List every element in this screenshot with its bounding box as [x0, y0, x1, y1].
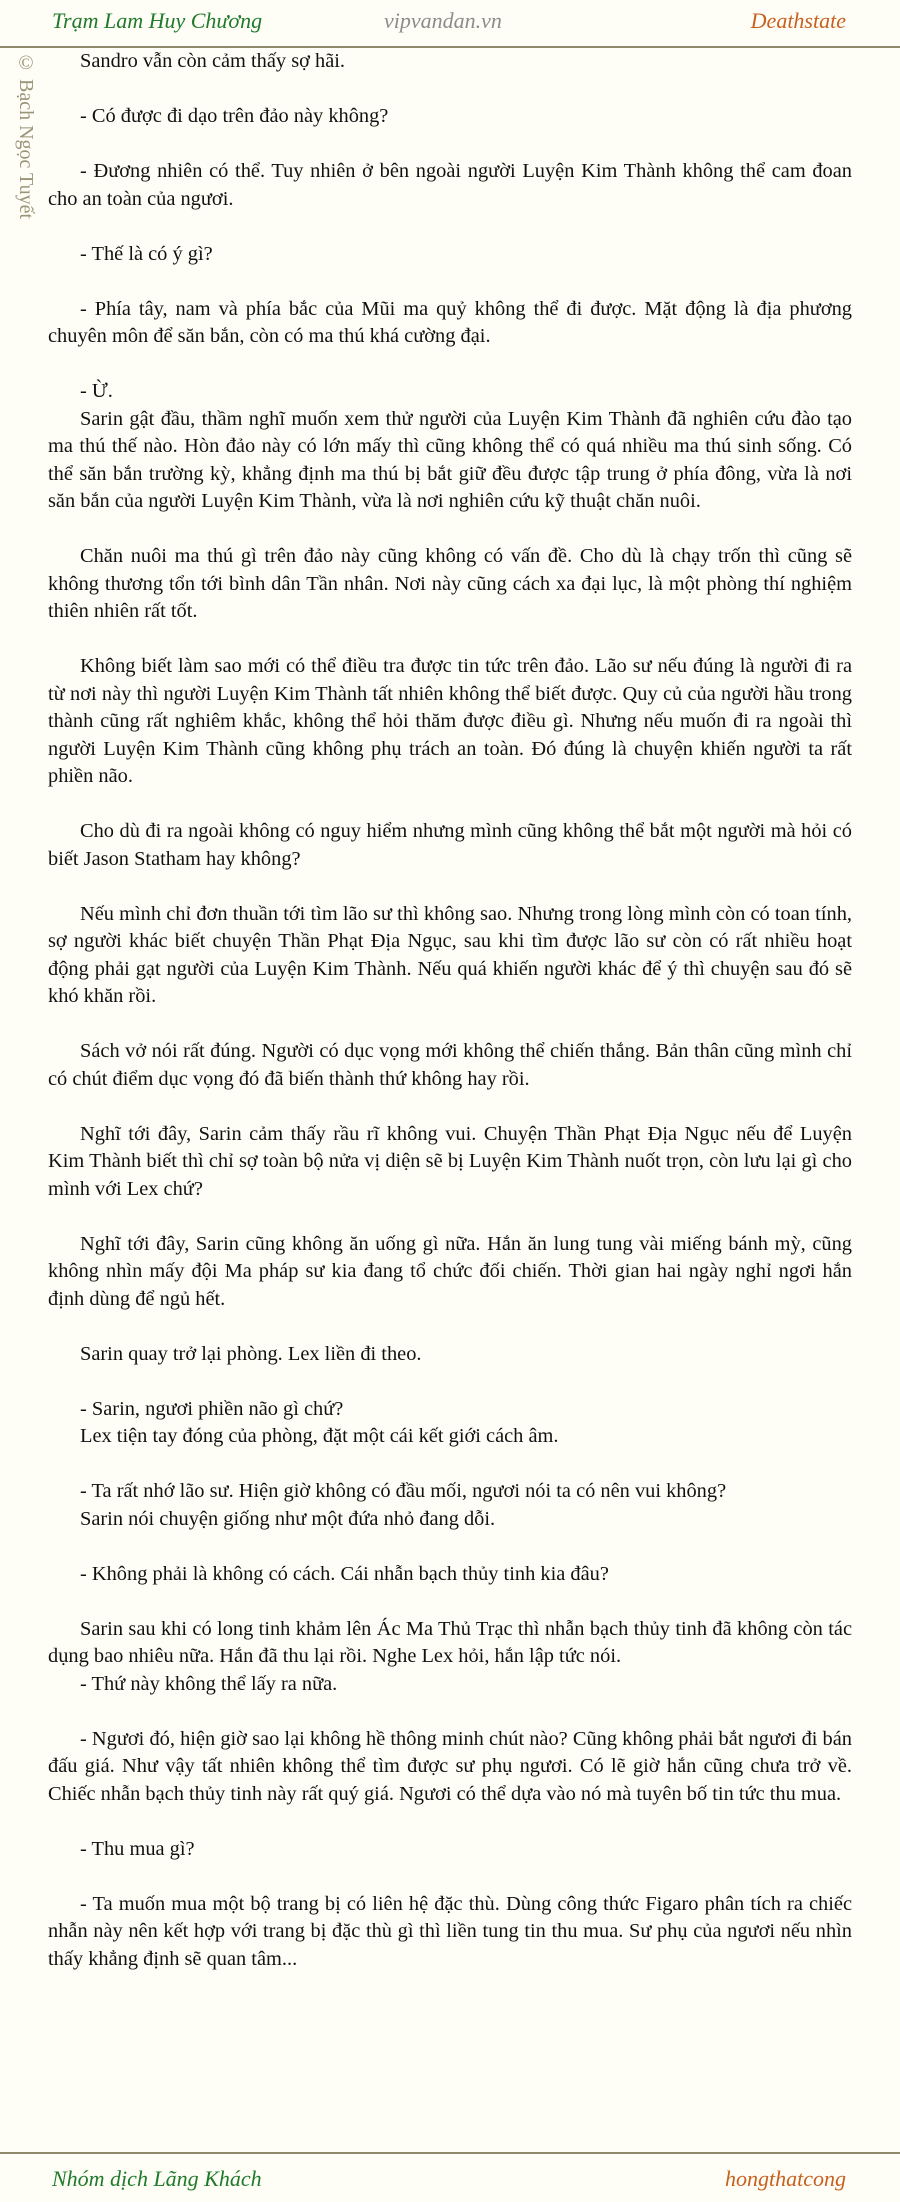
page-footer	[0, 2152, 900, 2202]
chapter-body	[48, 48, 852, 2001]
paragraph-21: - Thu mua gì?	[80, 1837, 195, 1860]
paragraph-13: Nghĩ tới đây, Sarin cũng không ăn uống gì nữa. Hắn ăn lung tung vài miếng bánh mỳ, cũng không nhìn mấy đội Ma pháp sư kia đang tổ chức đối chiến. Thời gian hai ngày nghỉ ngơi hắn định dùng để ngủ hết.	[48, 1232, 852, 1310]
watermark-text: © Bạch Ngọc Tuyết	[15, 52, 37, 219]
header-site-name: vipvandan.vn	[384, 8, 502, 33]
paragraph-1: Sandro vẫn còn cảm thấy sợ hãi.	[80, 50, 346, 72]
paragraph-20: - Ngươi đó, hiện giờ sao lại không hề thông minh chút nào? Cũng không phải bắt ngươi đi bán đấu giá. Như vậy tất nhiên không thể tìm được sư phụ ngươi. Có lẽ giờ hắn cũng chưa trở về. Chiếc nhẫn bạch thủy tinh này rất quý giá. Ngươi có thể dựa vào nó mà tuyên bố tin tức thu mua.	[48, 1727, 852, 1805]
paragraph-12: Nghĩ tới đây, Sarin cảm thấy rầu rĩ không vui. Chuyện Thần Phạt Địa Ngục nếu để Luyện Kim Thành biết thì chỉ sợ toàn bộ nửa vị diện sẽ bị Luyện Kim Thành nuốt trọn, còn lưu lại gì cho mình với Lex chứ?	[48, 1122, 852, 1200]
footer-group-name: Nhóm dịch Lãng Khách	[52, 2166, 262, 2191]
paragraph-10: Nếu mình chỉ đơn thuần tới tìm lão sư thì không sao. Nhưng trong lòng mình còn có toan tính, sợ người khác biết chuyện Thần Phạt Địa Ngục, sau khi tìm được lão sư còn có rất nhiều hoạt động phải gạt người của Luyện Kim Thành. Nếu quá khiến người khác để ý thì chuyện sau đó sẽ khó khăn rồi.	[48, 902, 852, 1007]
footer-site-name: hongthatcong	[725, 2166, 846, 2191]
paragraph-2: - Có được đi dạo trên đảo này không?	[80, 105, 389, 127]
paragraph-7: Chăn nuôi ma thú gì trên đảo này cũng không có vấn đề. Cho dù là chạy trốn thì cũng sẽ không thương tổn tới bình dân Tần nhân. Nơi này cũng cách xa đại lục, là một phòng thí nghiệm thiên nhiên rất tốt.	[48, 545, 852, 622]
side-watermark	[8, 52, 44, 252]
paragraph-6b: Sarin gật đầu, thầm nghĩ muốn xem thử người của Luyện Kim Thành đã nghiên cứu đào tạo ma thú thế nào. Hòn đảo này có lớn mấy thì cũng không thể có quá nhiều ma thú sinh sống. Có thể săn bắn trường kỳ, khẳng định ma thú bị bắt giữ đều được tập trung ở phía đông, vừa là nơi săn bắn của người Luyện Kim Thành, vừa là nơi nghiên cứu kỹ thuật chăn nuôi.	[48, 407, 852, 512]
paragraph-16a: - Ta rất nhớ lão sư. Hiện giờ không có đầu mối, ngươi nói ta có nên vui không?	[80, 1480, 727, 1502]
paragraph-4: - Thế là có ý gì?	[80, 242, 213, 265]
paragraph-14: Sarin quay trở lại phòng. Lex liền đi theo.	[80, 1342, 422, 1365]
paragraph-8: Không biết làm sao mới có thể điều tra được tin tức trên đảo. Lão sư nếu đúng là người đi ra từ nơi này thì người Luyện Kim Thành tất nhiên không thể biết được. Quy củ của người hầu trong thành cũng rất nghiêm khắc, không thể hỏi thăm được điều gì. Nhưng nếu muốn đi ra ngoài thì người Luyện Kim Thành cũng không phụ trách an toàn. Đó đúng là chuyện khiến người ta rất phiền não.	[48, 655, 852, 787]
paragraph-17: - Không phải là không có cách. Cái nhẫn bạch thủy tinh kia đâu?	[80, 1562, 609, 1585]
paragraph-22: - Ta muốn mua một bộ trang bị có liên hệ đặc thù. Dùng công thức Figaro phân tích ra chiếc nhẫn này nên kết hợp với trang bị đặc thù gì thì liền tung tin thu mua. Sư phụ của ngươi nếu nhìn thấy khẳng định sẽ quan tâm...	[48, 1892, 852, 1970]
paragraph-5: - Phía tây, nam và phía bắc của Mũi ma quỷ không thể đi được. Mặt động là địa phương chuyên môn để săn bắn, còn có ma thú khá cường đại.	[48, 297, 852, 347]
paragraph-15b: Lex tiện tay đóng của phòng, đặt một cái kết giới cách âm.	[80, 1425, 559, 1447]
paragraph-9: Cho dù đi ra ngoài không có nguy hiểm nhưng mình cũng không thể bắt một người mà hỏi có biết Jason Statham hay không?	[48, 820, 852, 870]
paragraph-19: - Thứ này không thể lấy ra nữa.	[80, 1672, 338, 1695]
page-header	[0, 0, 900, 48]
paragraph-11: Sách vở nói rất đúng. Người có dục vọng mới không thể chiến thắng. Bản thân cũng mình chỉ có chút điểm dục vọng đó đã biến thành thứ không hay rồi.	[48, 1040, 852, 1090]
header-translator-name: Trạm Lam Huy Chương	[52, 8, 263, 33]
header-source-name: Deathstate	[750, 8, 846, 33]
paragraph-3: - Đương nhiên có thể. Tuy nhiên ở bên ngoài người Luyện Kim Thành không thể cam đoan cho an toàn của ngươi.	[48, 160, 852, 210]
paragraph-18: Sarin sau khi có long tinh khảm lên Ác Ma Thủ Trạc thì nhẫn bạch thủy tinh đã không còn tác dụng bao nhiêu nữa. Hắn đã thu lại rồi. Nghe Lex hỏi, hắn lập tức nói.	[48, 1617, 852, 1667]
paragraph-6a: - Ừ.	[80, 380, 113, 402]
paragraph-15a: - Sarin, ngươi phiền não gì chứ?	[80, 1397, 344, 1420]
paragraph-16b: Sarin nói chuyện giống như một đứa nhỏ đang dỗi.	[80, 1507, 496, 1530]
